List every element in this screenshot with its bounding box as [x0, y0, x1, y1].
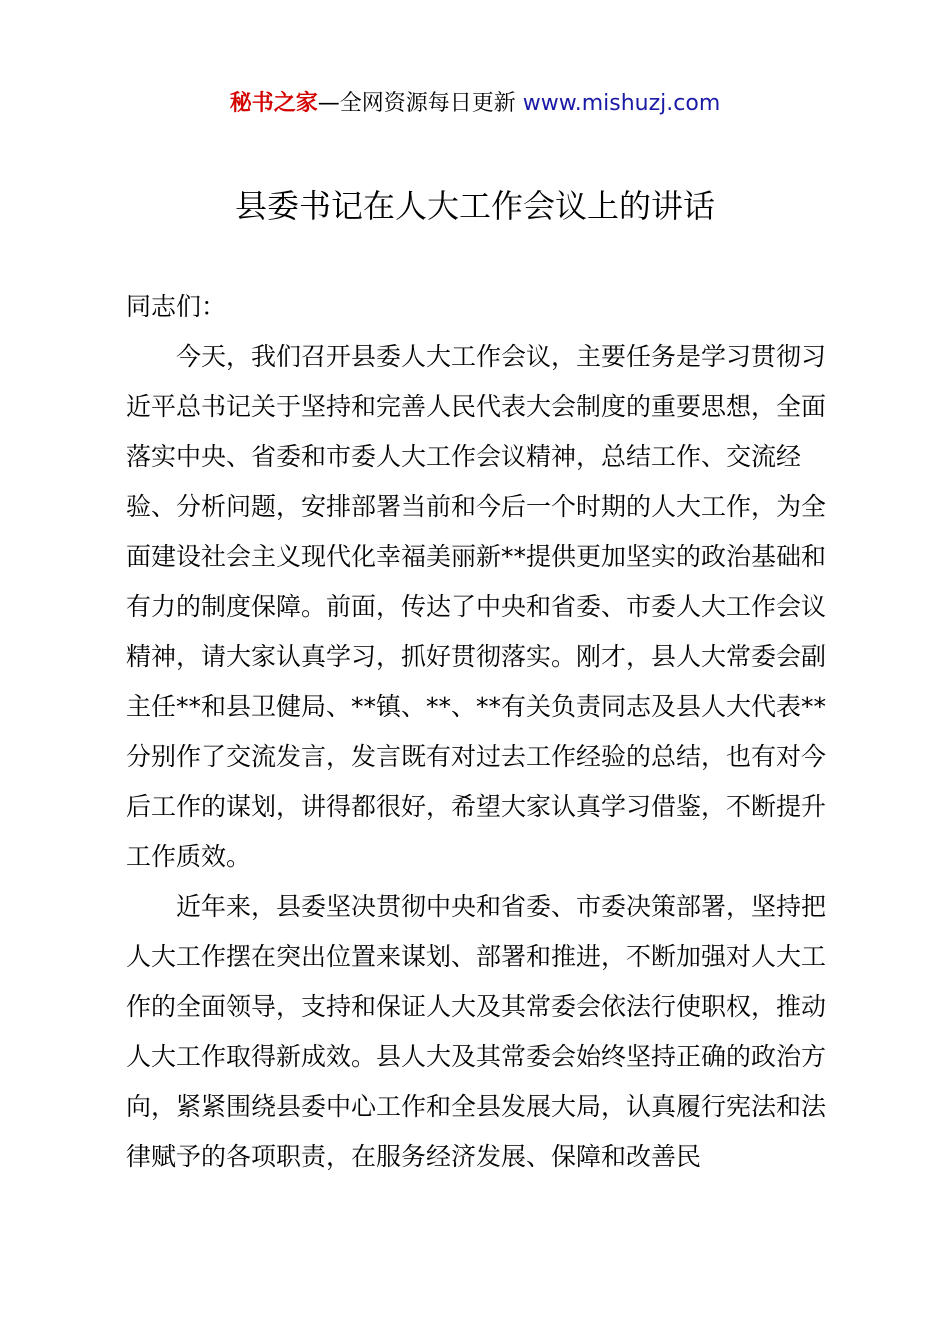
- header-tagline: —全网资源每日更新: [317, 91, 523, 116]
- document-title: 县委书记在人大工作会议上的讲话: [234, 187, 715, 225]
- body-paragraph-2: 近年来，县委坚决贯彻中央和省委、市委决策部署，坚持把人大工作摆在突出位置来谋划、部署和推进，不断加强对人大工作的全面领导，支持和保证人大及其常委会依法行使职权，推动人大工作取得新成效。县人大及其常委会始终坚持正确的政治方向，紧紧围绕县委中心工作和全县发展大局，认真履行宪法和法律赋予的各项职责，在服务经济发展、保障和改善民: [126, 892, 827, 1171]
- brand-name: 秘书之家: [229, 91, 318, 116]
- body-paragraph-1: 今天，我们召开县委人大工作会议，主要任务是学习贯彻习近平总书记关于坚持和完善人民代表大会制度的重要思想，全面落实中央、省委和市委人大工作会议精神，总结工作、交流经验、分析问题，安排部署当前和今后一个时期的人大工作，为全面建设社会主义现代化幸福美丽新**提供更加坚实的政治基础和有力的制度保障。前面，传达了中央和省委、市委人大工作会议精神，请大家认真学习，抓好贯彻落实。刚才，县人大常委会副主任**和县卫健局、**镇、**、**有关负责同志及县人大代表**分别作了交流发言，发言既有对过去工作经验的总结，也有对今后工作的谋划，讲得都很好，希望大家认真学习借鉴，不断提升工作质效。: [126, 342, 827, 871]
- site-header: [0, 88, 950, 120]
- site-url-link[interactable]: www.mishuzj.com: [522, 91, 721, 116]
- document-body: [126, 282, 838, 1182]
- salutation: 同志们：: [126, 292, 227, 321]
